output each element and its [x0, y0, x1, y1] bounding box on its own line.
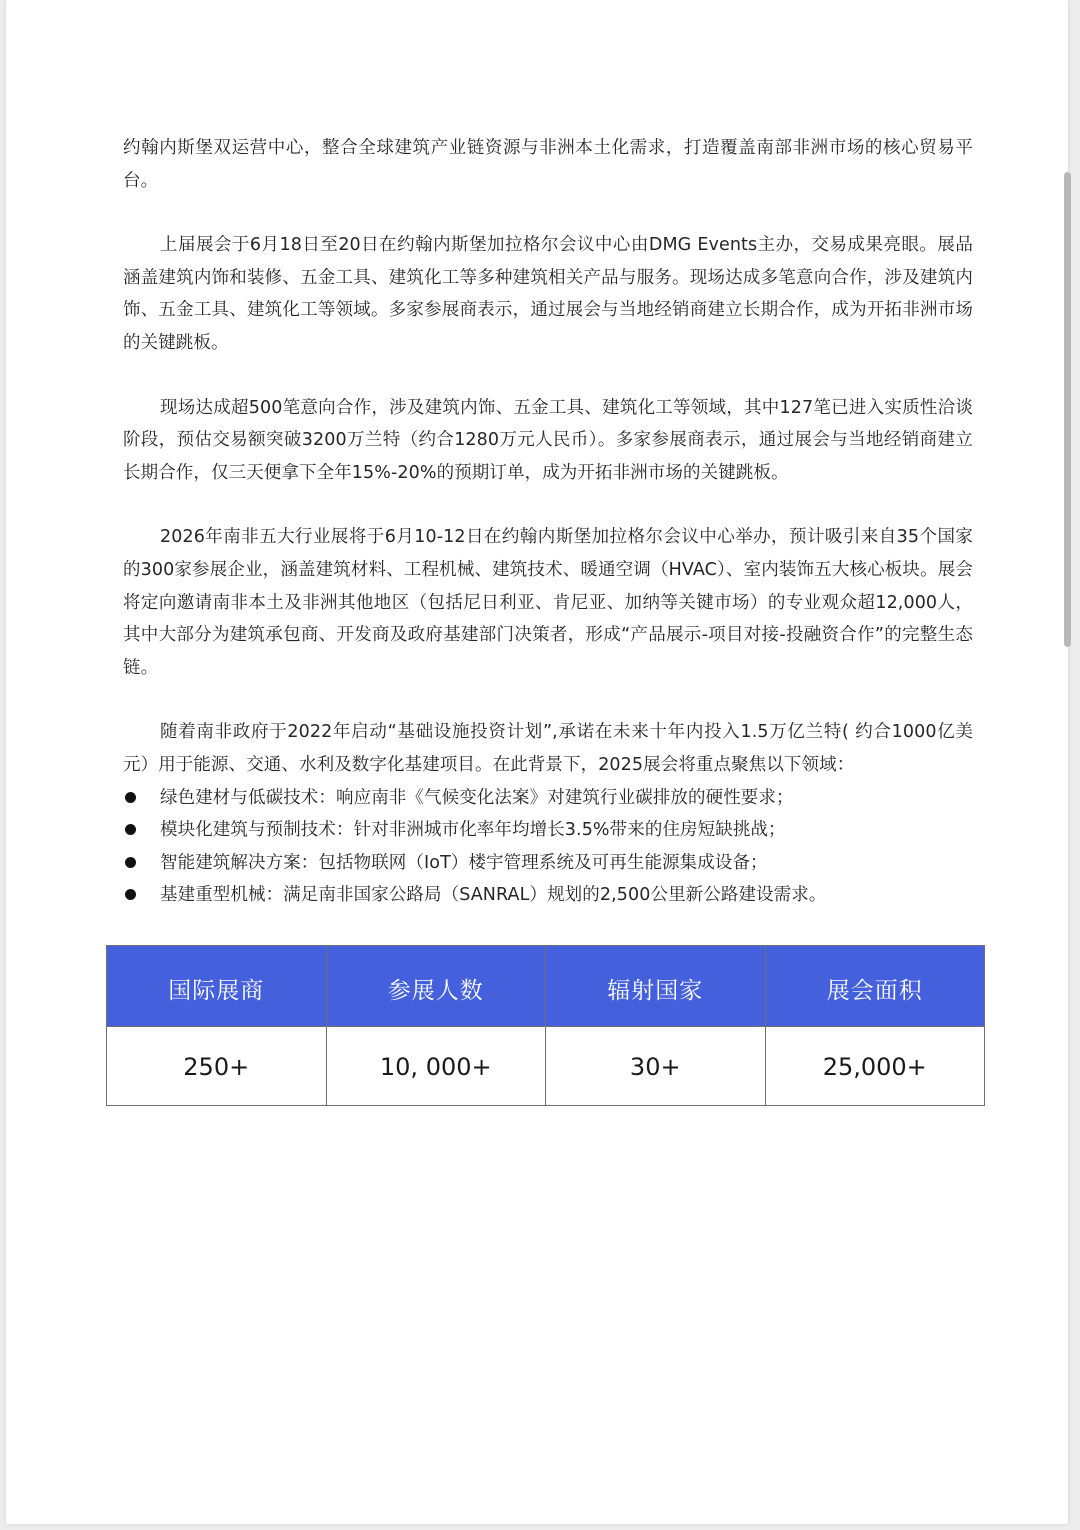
header-international-exhibitors: 国际展商	[107, 946, 327, 1027]
list-item	[123, 814, 973, 847]
paragraph-2026-exhibition: 2026年南非五大行业展将于6月10-12日在约翰内斯堡加拉格尔会议中心举办，预计吸引来自35个国家的300家参展企业，涵盖建筑材料、工程机械、建筑技术、暖通空调（HVAC）、室内装饰五大核心板块。展会将定向邀请南非本土及非洲其他地区（包括尼日利亚、肯尼亚、加纳等关键市场）的专业观众超12,000人，其中大部分为建筑承包商、开发商及政府基建部门决策者，形成“产品展示-项目对接-投融资合作”的完整生态链。	[123, 527, 973, 678]
list-item-text: 绿色建材与低碳技术：响应南非《气候变化法案》对建筑行业碳排放的硬性要求；	[160, 787, 794, 808]
bullet-icon	[125, 824, 136, 835]
bullet-icon	[125, 889, 136, 900]
bullet-icon	[125, 857, 136, 868]
table-header-row	[107, 946, 985, 1027]
list-item	[123, 879, 973, 912]
header-countries: 辐射国家	[546, 946, 766, 1027]
header-exhibition-area: 展会面积	[765, 946, 985, 1027]
value-visitors: 10, 000+	[326, 1027, 546, 1106]
paragraph-infrastructure-plan: 随着南非政府于2022年启动“基础设施投资计划”,承诺在未来十年内投入1.5万亿兰特( 约合1000亿美元）用于能源、交通、水利及数字化基建项目。在此背景下，2025展会将重点聚焦以下领域：	[123, 722, 973, 775]
list-item-text: 智能建筑解决方案：包括物联网（IoT）楼宇管理系统及可再生能源集成设备；	[160, 852, 768, 873]
focus-area-list	[123, 782, 973, 912]
paragraph-intro: 约翰内斯堡双运营中心，整合全球建筑产业链资源与非洲本土化需求，打造覆盖南部非洲市场的核心贸易平台。	[123, 138, 973, 191]
value-international-exhibitors: 250+	[107, 1027, 327, 1106]
paragraph-results: 现场达成超500笔意向合作，涉及建筑内饰、五金工具、建筑化工等领域，其中127笔已进入实质性洽谈阶段，预估交易额突破3200万兰特（约合1280万元人民币）。多家参展商表示，通过展会与当地经销商建立长期合作，仅三天便拿下全年15%-20%的预期订单，成为开拓非洲市场的关键跳板。	[123, 397, 973, 483]
value-countries: 30+	[546, 1027, 766, 1106]
document-page	[6, 0, 1068, 1524]
table-row	[107, 1027, 985, 1106]
paragraph-last-edition: 上届展会于6月18日至20日在约翰内斯堡加拉格尔会议中心由DMG Events主办，交易成果亮眼。展品涵盖建筑内饰和装修、五金工具、建筑化工等多种建筑相关产品与服务。现场达成多笔意向合作，涉及建筑内饰、五金工具、建筑化工等领域。多家参展商表示，通过展会与当地经销商建立长期合作，成为开拓非洲市场的关键跳板。	[123, 235, 973, 353]
value-exhibition-area: 25,000+	[765, 1027, 985, 1106]
document-body	[123, 132, 973, 912]
exhibition-stats-table	[106, 945, 985, 1106]
vertical-scrollbar[interactable]	[1064, 172, 1071, 647]
bullet-icon	[125, 792, 136, 803]
list-item	[123, 847, 973, 880]
header-visitors: 参展人数	[326, 946, 546, 1027]
list-item-text: 基建重型机械：满足南非国家公路局（SANRAL）规划的2,500公里新公路建设需求。	[160, 885, 827, 906]
list-item	[123, 782, 973, 815]
list-item-text: 模块化建筑与预制技术：针对非洲城市化率年均增长3.5%带来的住房短缺挑战；	[160, 820, 786, 841]
